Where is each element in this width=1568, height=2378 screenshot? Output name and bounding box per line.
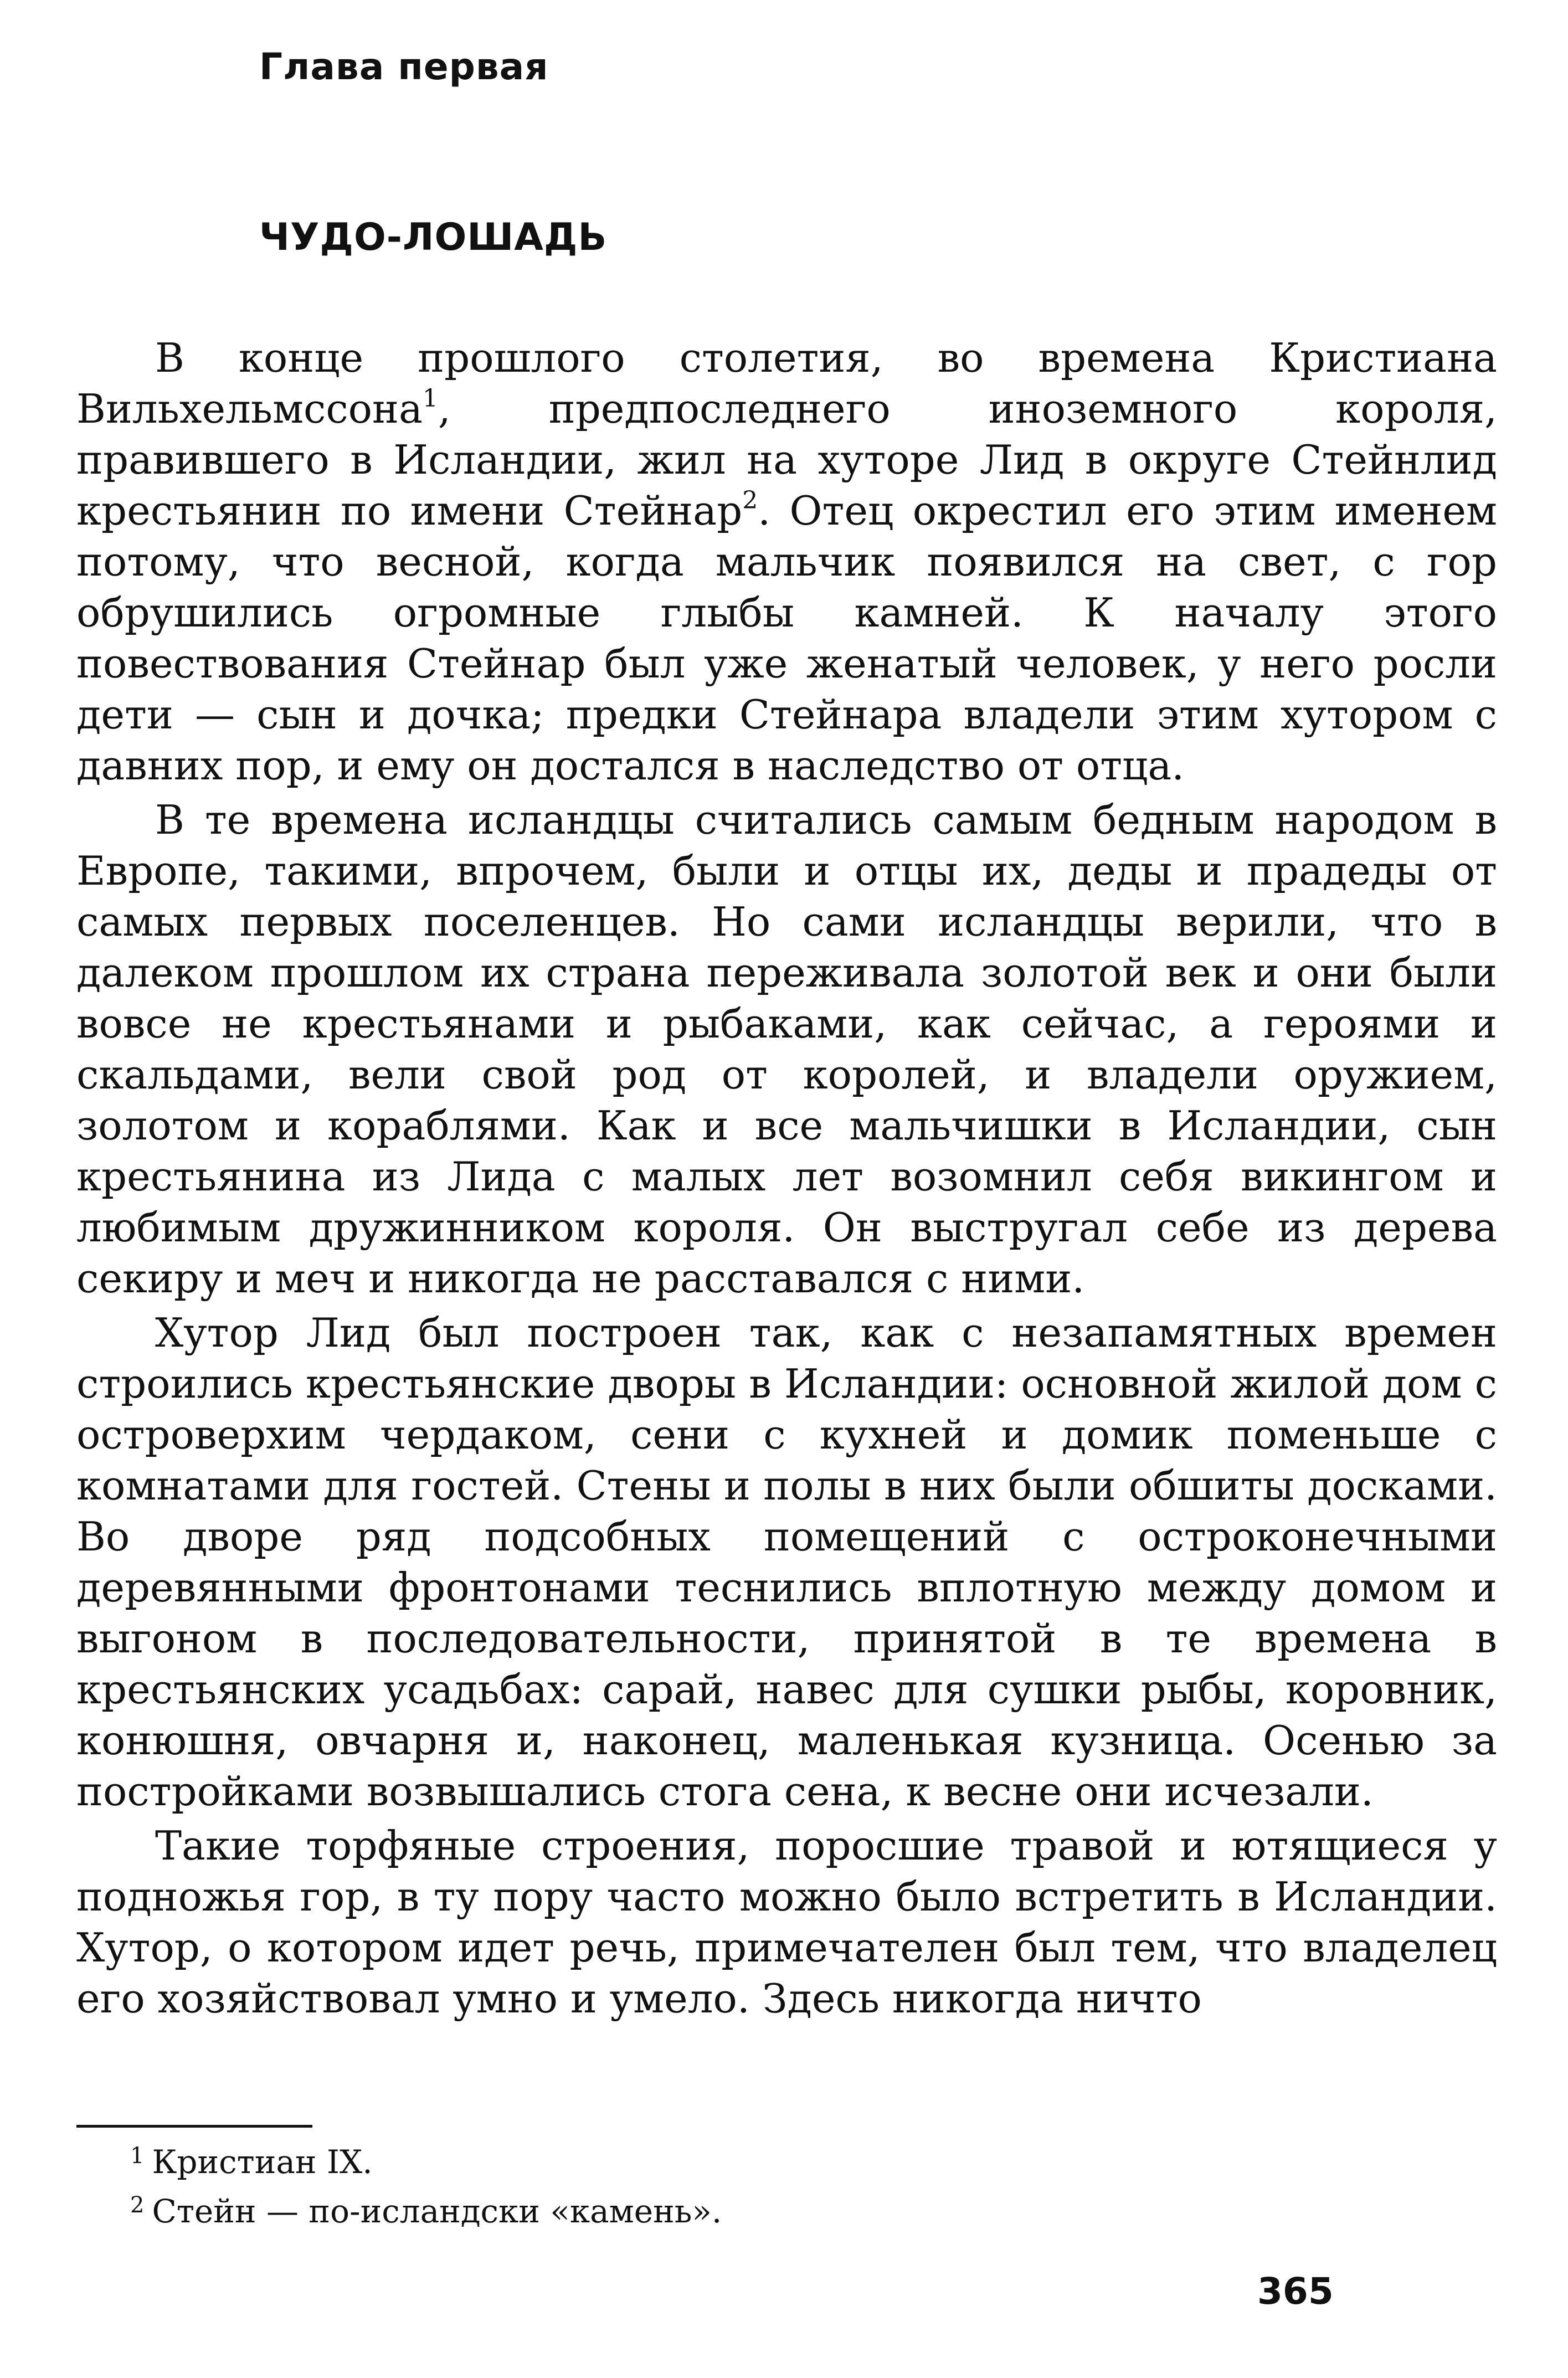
page-number: 365 [1257, 2270, 1334, 2313]
paragraph: Такие торфяные строения, поросшие травой и ютящиеся у подножья гор, в ту пору часто можно было встретить в Исландии. Хутор, о котором идет речь, примечателен был тем, что владелец его хозяйствовал умно и умело. Здесь никогда ничто [76, 1822, 1497, 2022]
chapter-title: ЧУДО-ЛОШАДЬ [259, 215, 608, 259]
paragraph: В те времена исландцы считались самым бедным народом в Европе, такими, впрочем, были и отцы их, деды и прадеды от самых первых поселенцев. Но сами исландцы верили, что в далеком прошлом их страна переживала золотой век и они были вовсе не крестьянами и рыбаками, как сейчас, а героями и скальдами, вели свой род от королей, и владели оружием, золотом и кораблями. Как и все мальчишки в Исландии, сын крестьянина из Лида с малых лет возомнил себя викингом и любимым дружинником короля. Он выстругал себе из дерева секиру и меч и никогда не расставался с ними. [76, 797, 1497, 1302]
footnote-ref: 1 [422, 384, 438, 413]
paragraph-text: . Отец окрестил его этим именем потому, что весной, когда мальчик появился на свет, с гор обрушились огромные глыбы камней. К началу этого повествования Стейнар был уже женатый человек, у него росли дети — сын и дочка; предки Стейнара владели этим хутором с давних пор, и ему он достался в наследство от отца. [76, 487, 1497, 789]
footnotes [130, 2139, 1404, 2238]
footnote [130, 2189, 1404, 2238]
footnote [130, 2139, 1404, 2189]
paragraph-text: , предпоследнего иноземного короля, правившего в Исландии, жил на хуторе Лид в округе Стейнлид крестьянин по имени Стейнар [76, 386, 1497, 534]
footnote-text: Кристиан IX. [152, 2143, 373, 2181]
paragraph-text: В конце прошлого столетия, во времена Кристиана Вильхельмссона [76, 335, 1497, 432]
footnote-number: 2 [130, 2192, 145, 2218]
paragraph: Хутор Лид был построен так, как с незапамятных времен строились крестьянские дворы в Исландии: основной жилой дом с островерхим чердаком, сени с кухней и домик поменьше с комнатами для гостей. Стены и полы в них были обшиты досками. Во дворе ряд подсобных помещений с остроконечными деревянными фронтонами теснились вплотную между домом и выгоном в последовательности, принятой в те времена в крестьянских усадьбах: сарай, навес для сушки рыбы, коровник, конюшня, овчарня и, наконец, маленькая кузница. Осенью за постройками возвышались стога сена, к весне они исчезали. [76, 1309, 1497, 1815]
body-text [76, 332, 1497, 2027]
chapter-label: Глава первая [259, 45, 549, 88]
footnote-number: 1 [130, 2143, 145, 2169]
footnote-divider [76, 2125, 312, 2128]
footnote-ref: 2 [742, 486, 758, 515]
paragraph [76, 332, 1497, 791]
footnote-text: Стейн — по-исландски «камень». [152, 2192, 722, 2230]
